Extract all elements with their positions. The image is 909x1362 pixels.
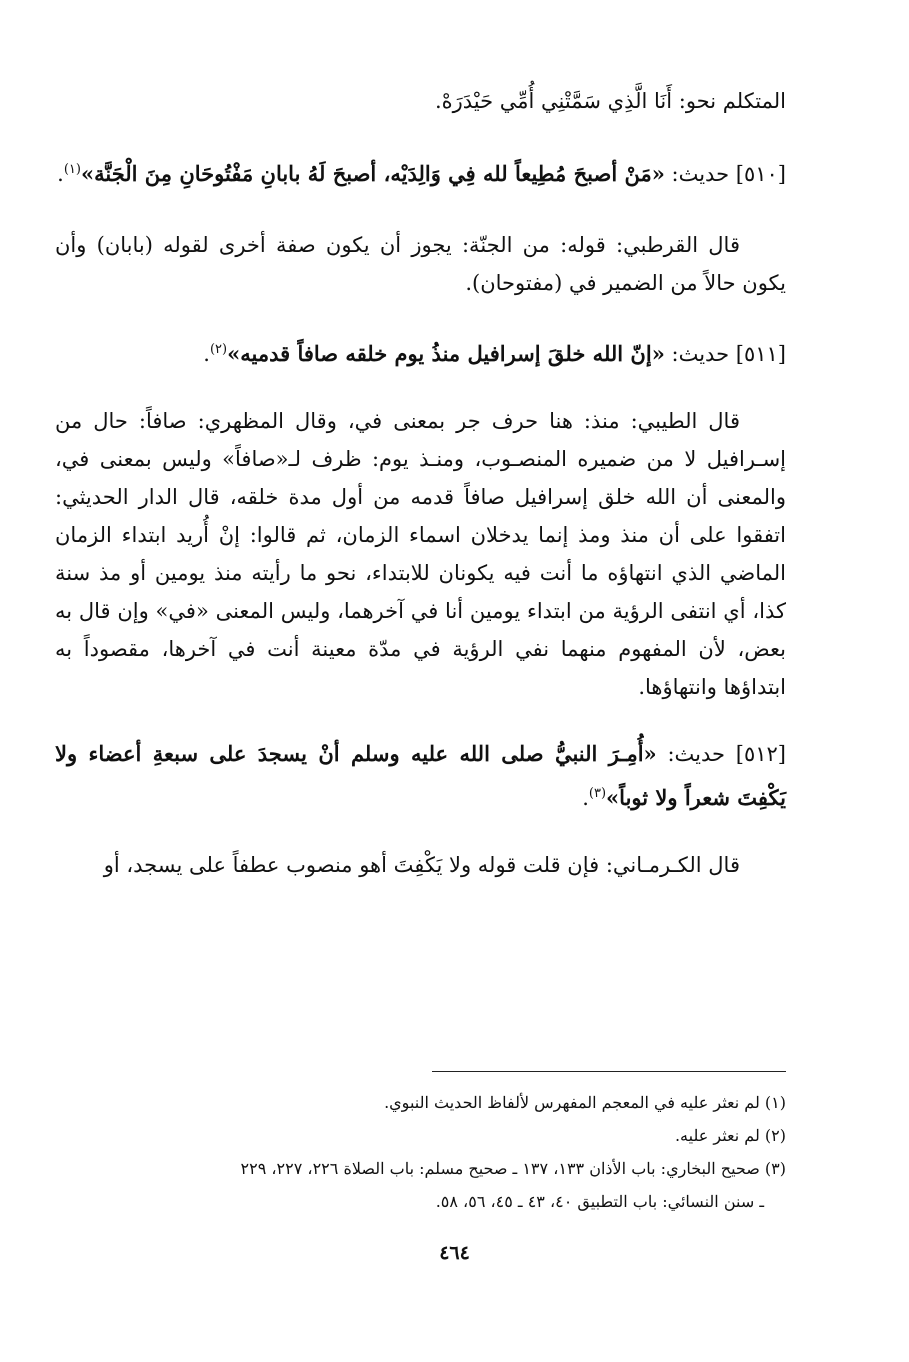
hadith-510-number: [٥١٠] [735,162,786,186]
hadith-511-end: . [203,342,210,366]
hadith-512-number: [٥١٢] [735,742,786,766]
footnotes [55,1086,786,1218]
footnote-3-continued: ـ سنن النسائي: باب التطبيق ٤٠، ٤٣ ـ ٤٥، ٥٦، ٥٨. [435,1192,764,1211]
hadith-511-label: حديث: [671,342,730,366]
footnote-divider [432,1071,786,1072]
hadith-511-ref: (٢) [209,342,228,357]
hadith-512-ref: (٣) [588,786,607,801]
commentary-511: قال الطيبي: منذ: هنا حرف جر بمعنى في، وقال المظهري: صافاً: حال من إسـرافيل لا من ضميره المنصـوب، ومنـذ يوم: ظرف لـ«صافاً» وليس بمعنى في، والمعنى أن الله خلق إسرافيل صافاً قدمه من أول مدة خلقه، قال الدار الحديثي: اتفقوا على أن منذ ومذ إنما يدخلان اسماء الزمان، ثم قالوا: إنْ أُريد ابتداء الزمان الماضي الذي انتهاؤه ما أنت فيه يكونان للابتداء، نحو ما رأيته منذ يومين أو مذ سنة كذا، أي انتفى الرؤية من ابتداء يومين أنا في آخرهما، وليس المعنى «في» وإن قال به بعض، لأن المفهوم منهما نفي الرؤية في مدّة معينة أنت في آخرها، مقصوداً به ابتداؤها وانتهاؤها. [55,409,786,699]
hadith-510-ref: (١) [63,162,81,177]
hadith-512-label: حديث: [667,742,725,766]
hadith-510-text: «مَنْ أصبحَ مُطِيعاً لله فِي وَالِدَيْه، أصبحَ لَهُ بابانِ مَفْتُوحَانِ مِنَ الْجَنَّة» [80,161,665,186]
hadith-511-number: [٥١١] [735,342,786,366]
hadith-512 [55,732,786,820]
main-text [55,82,786,884]
commentary-510: قال القرطبي: قوله: من الجنّة: يجوز أن يكون صفة أخرى لقوله (بابان) وأن يكون حالاً من الضمير في (مفتوحان). [55,233,786,295]
hadith-512-end: . [582,786,589,810]
footnote-1: (١) لم نعثر عليه في المعجم المفهرس لألفاظ الحديث النبوي. [384,1093,786,1112]
opening-line: المتكلم نحو: أَنَا الَّذِي سَمَّتْنِي أُمِّي حَيْدَرَهْ. [434,89,786,113]
hadith-510 [55,152,786,196]
hadith-510-label: حديث: [671,162,730,186]
hadith-511 [55,332,786,376]
hadith-512-text: «أُمِـرَ النبيُّ صلى الله عليه وسلم أنْ يسجدَ على سبعةِ أعضاء ولا يَكْفِتَ شعراً ولا ثوباً» [55,741,786,810]
hadith-511-text: «إنّ الله خلقَ إسرافيل منذُ يوم خلقه صافاً قدميه» [227,341,665,366]
footnote-3: (٣) صحيح البخاري: باب الأذان ١٣٣، ١٣٧ ـ صحيح مسلم: باب الصلاة ٢٢٦، ٢٢٧، ٢٢٩ [240,1159,786,1178]
page-number: ٤٦٤ [439,1242,470,1264]
footnote-2: (٢) لم نعثر عليه. [674,1126,786,1145]
hadith-510-end: . [57,162,64,186]
commentary-512: قال الكـرمـاني: فإن قلت قوله ولا يَكْفِتَ أهو منصوب عطفاً على يسجد، أو [103,853,740,877]
